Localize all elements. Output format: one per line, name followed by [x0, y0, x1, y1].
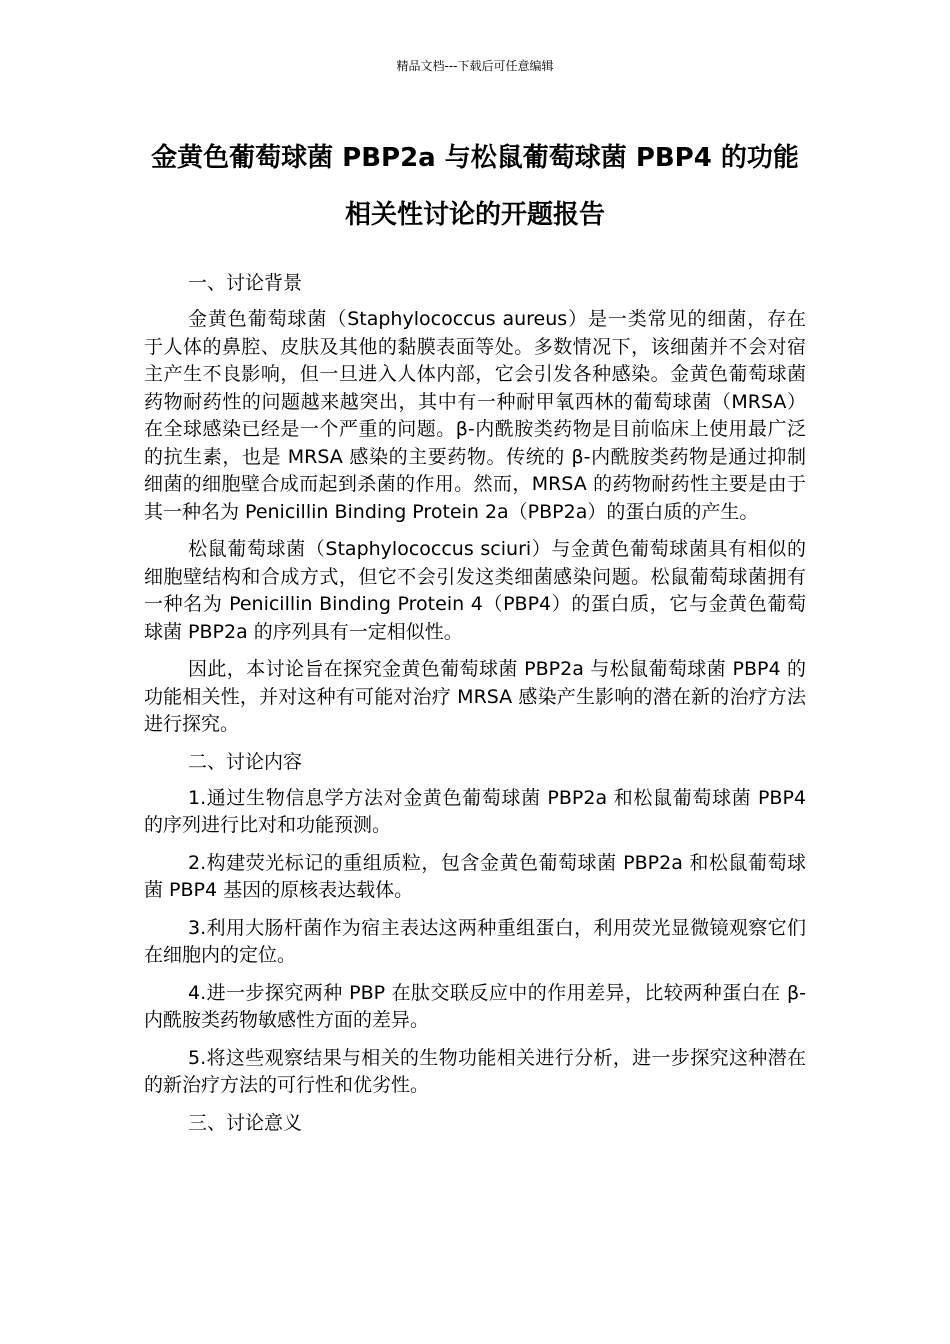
- paragraph: 因此，本讨论旨在探究金黄色葡萄球菌 PBP2a 与松鼠葡萄球菌 PBP4 的功能相关性，并对这种有可能对治疗 MRSA 感染产生影响的潜在新的治疗方法进行探究。: [144, 658, 806, 735]
- list-item: 1.通过生物信息学方法对金黄色葡萄球菌 PBP2a 和松鼠葡萄球菌 PBP4 的序列进行比对和功能预测。: [144, 786, 806, 836]
- paragraph: 金黄色葡萄球菌（Staphylococcus aureus）是一类常见的细菌，存在于人体的鼻腔、皮肤及其他的黏膜表面等处。多数情况下，该细菌并不会对宿主产生不良影响，但一旦进入人体内部，它会引发各种感染。金黄色葡萄球菌药物耐药性的问题越来越突出，其中有一种耐甲氧西林的葡萄球菌（MRSA）在全球感染已经是一个严重的问题。β-内酰胺类药物是目前临床上使用最广泛的抗生素，也是 MRSA 感染的主要药物。传统的 β-内酰胺类药物是通过抑制细菌的细胞壁合成而起到杀菌的作用。然而，MRSA 的药物耐药性主要是由于其一种名为 Penicillin Binding Protein 2a（PBP2a）的蛋白质的产生。: [144, 308, 806, 523]
- list-item: 2.构建荧光标记的重组质粒，包含金黄色葡萄球菌 PBP2a 和松鼠葡萄球菌 PBP4 基因的原核表达载体。: [144, 851, 806, 901]
- section-heading-background: 一、讨论背景: [188, 272, 303, 294]
- page-header: 精品文档---下载后可任意编辑: [396, 59, 554, 73]
- section-heading-significance: 三、讨论意义: [188, 1111, 303, 1134]
- document-title: 金黄色葡萄球菌 PBP2a 与松鼠葡萄球菌 PBP4 的功能相关性讨论的开题报告: [151, 143, 799, 230]
- section-heading-content: 二、讨论内容: [188, 750, 303, 773]
- list-item: 3.利用大肠杆菌作为宿主表达这两种重组蛋白，利用荧光显微镜观察它们在细胞内的定位。: [144, 916, 806, 966]
- document-body: [144, 270, 806, 1146]
- paragraph: 松鼠葡萄球菌（Staphylococcus sciuri）与金黄色葡萄球菌具有相似的细胞壁结构和合成方式，但它不会引发这类细菌感染问题。松鼠葡萄球菌拥有一种名为 Penicillin Binding Protein 4（PBP4）的蛋白质，它与金黄色葡萄球菌 PBP2a 的序列具有一定相似性。: [144, 538, 806, 643]
- list-item: 4.进一步探究两种 PBP 在肽交联反应中的作用差异，比较两种蛋白在 β-内酰胺类药物敏感性方面的差异。: [144, 981, 806, 1031]
- list-item: 5.将这些观察结果与相关的生物功能相关进行分析，进一步探究这种潜在的新治疗方法的可行性和优劣性。: [144, 1046, 806, 1096]
